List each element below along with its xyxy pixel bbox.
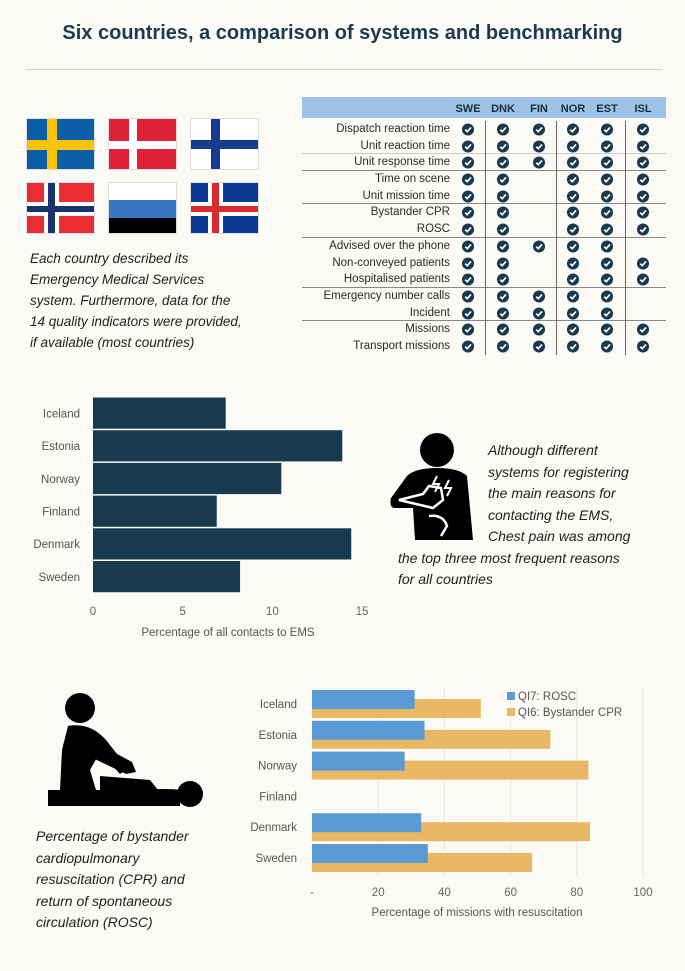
table-row [302, 154, 666, 171]
check-circle-icon [497, 223, 510, 236]
check-circle-icon [462, 140, 475, 153]
check-circle-icon [637, 273, 650, 286]
check-circle-icon [601, 307, 614, 320]
text-line: Chest pain was among [488, 528, 631, 544]
check-circle-icon [462, 223, 475, 236]
check-circle-icon [497, 190, 510, 203]
check-circle-icon [567, 340, 580, 353]
category-label: Finland [42, 506, 80, 519]
x-axis-label: Percentage of all contacts to EMS [141, 627, 315, 639]
category-label: Estonia [41, 441, 80, 454]
check-circle-icon [601, 273, 614, 286]
x-tick-label: 100 [633, 887, 653, 899]
check-circle-icon [462, 190, 475, 203]
bar-rosc-iceland [312, 690, 415, 709]
divider [26, 69, 662, 70]
column-divider [556, 121, 557, 355]
text-line: Emergency Medical Services [30, 272, 205, 287]
check-circle-icon [462, 240, 475, 253]
check-circle-icon [601, 223, 614, 236]
check-circle-icon [533, 323, 546, 336]
check-circle-icon [567, 290, 580, 303]
check-circle-icon [497, 307, 510, 320]
check-circle-icon [462, 173, 475, 186]
bar-denmark [93, 528, 351, 559]
table-row [302, 121, 666, 138]
check-circle-icon [533, 156, 546, 169]
check-circle-icon [497, 123, 510, 136]
check-circle-icon [601, 190, 614, 203]
check-circle-icon [462, 156, 475, 169]
table-row [302, 305, 666, 322]
text-line: the main reasons for [488, 485, 616, 501]
check-circle-icon [533, 340, 546, 353]
text-line: circulation (ROSC) [36, 914, 153, 930]
table-row [302, 271, 666, 288]
check-circle-icon [462, 323, 475, 336]
x-tick-label: 20 [371, 887, 385, 899]
column-header-swe: SWE [455, 103, 481, 115]
row-label: Hospitalised patients [343, 273, 450, 286]
x-tick-label: 10 [265, 606, 279, 618]
check-circle-icon [601, 290, 614, 303]
x-tick-label: 60 [504, 887, 517, 899]
bar-estonia [93, 430, 342, 461]
check-circle-icon [601, 173, 614, 186]
column-header-est: EST [596, 103, 618, 115]
table-row [302, 138, 666, 155]
category-label: Denmark [250, 822, 297, 835]
chest-pain-text [398, 440, 668, 591]
check-circle-icon [462, 273, 475, 286]
check-circle-icon [533, 307, 546, 320]
x-tick-label: - [310, 887, 314, 899]
column-divider [625, 121, 626, 355]
bar-rosc-sweden [312, 844, 428, 863]
check-circle-icon [601, 123, 614, 136]
check-circle-icon [567, 123, 580, 136]
text-line: for all countries [398, 571, 493, 587]
check-circle-icon [462, 123, 475, 136]
legend-swatch [507, 708, 515, 716]
x-tick-label: 15 [355, 606, 369, 618]
check-circle-icon [567, 257, 580, 270]
check-circle-icon [497, 240, 510, 253]
x-tick-label: 0 [89, 606, 97, 618]
table-row [302, 255, 666, 272]
check-circle-icon [533, 140, 546, 153]
check-circle-icon [462, 257, 475, 270]
check-circle-icon [637, 190, 650, 203]
check-circle-icon [567, 240, 580, 253]
bar-rosc-estonia [312, 721, 425, 740]
text-line: resuscitation (CPR) and [36, 871, 185, 887]
chest-pain-bar-chart [0, 380, 380, 650]
column-header-dnk: DNK [491, 103, 515, 115]
check-circle-icon [601, 140, 614, 153]
row-label: Non-conveyed patients [332, 256, 450, 269]
check-circle-icon [497, 140, 510, 153]
check-circle-icon [462, 206, 475, 219]
legend-label: QI7: ROSC [518, 691, 577, 703]
column-header-fin: FIN [530, 103, 548, 115]
row-label: Unit response time [354, 156, 450, 169]
text-line: Each country described its [30, 251, 189, 266]
category-label: Estonia [258, 729, 297, 742]
check-circle-icon [567, 140, 580, 153]
category-label: Norway [258, 760, 297, 773]
category-label: Sweden [38, 571, 80, 584]
row-label: Bystander CPR [370, 206, 450, 219]
check-circle-icon [497, 206, 510, 219]
category-label: Denmark [33, 539, 80, 552]
check-circle-icon [497, 173, 510, 186]
category-label: Norway [41, 473, 80, 486]
flag-estonia [108, 182, 177, 234]
category-label: Iceland [42, 408, 80, 421]
row-label: Transport missions [353, 339, 450, 352]
text-line: system. Furthermore, data for the [30, 293, 231, 308]
x-axis-label: Percentage of missions with resuscitation [371, 907, 583, 919]
flag-norway [26, 182, 95, 234]
table-row [302, 288, 666, 305]
check-circle-icon [567, 173, 580, 186]
legend-label: QI6: Bystander CPR [518, 707, 623, 719]
row-label: Advised over the phone [329, 239, 450, 252]
text-line: Percentage of bystander [36, 828, 189, 844]
check-circle-icon [497, 290, 510, 303]
check-circle-icon [601, 257, 614, 270]
check-circle-icon [601, 156, 614, 169]
check-circle-icon [637, 156, 650, 169]
row-label: Unit reaction time [360, 139, 450, 152]
category-label: Finland [259, 791, 297, 804]
bar-finland [93, 496, 217, 527]
cpr-person-icon [40, 690, 205, 815]
bar-iceland [93, 398, 226, 429]
check-circle-icon [637, 323, 650, 336]
check-circle-icon [637, 140, 650, 153]
text-line: the top three most frequent reasons [398, 549, 620, 566]
check-circle-icon [567, 156, 580, 169]
check-circle-icon [567, 206, 580, 219]
check-circle-icon [637, 173, 650, 186]
x-tick-label: 5 [179, 606, 186, 618]
row-label: Incident [409, 306, 450, 319]
flag-sweden [26, 118, 95, 170]
check-circle-icon [462, 307, 475, 320]
check-circle-icon [637, 206, 650, 219]
bar-rosc-denmark [312, 813, 421, 832]
table-row [302, 171, 666, 188]
check-circle-icon [601, 323, 614, 336]
x-tick-label: 80 [570, 887, 584, 899]
column-divider [485, 121, 486, 355]
table-row [302, 238, 666, 255]
check-circle-icon [637, 223, 650, 236]
text-line: if available (most countries) [30, 335, 195, 350]
check-circle-icon [497, 156, 510, 169]
table-row [302, 321, 666, 338]
check-circle-icon [533, 123, 546, 136]
column-header-isl: ISL [634, 103, 652, 115]
check-circle-icon [497, 257, 510, 270]
intro-text [30, 248, 242, 353]
category-label: Sweden [255, 853, 297, 865]
text-line: 14 quality indicators were provided, [30, 314, 242, 329]
legend-swatch [507, 692, 515, 700]
text-line: contacting the EMS, [488, 506, 614, 523]
table-header [302, 97, 666, 118]
category-label: Iceland [259, 699, 297, 711]
x-tick-label: 40 [438, 887, 451, 899]
check-circle-icon [567, 273, 580, 286]
table-row [302, 204, 666, 221]
check-circle-icon [601, 206, 614, 219]
text-line: Although different [488, 442, 598, 458]
check-circle-icon [533, 290, 546, 303]
check-circle-icon [637, 340, 650, 353]
check-circle-icon [462, 340, 475, 353]
column-header-nor: NOR [560, 103, 586, 115]
bar-sweden [93, 561, 240, 592]
indicator-table [302, 97, 666, 355]
page-title: Six countries, a comparison of systems and benchmarking [62, 22, 623, 44]
flag-finland [190, 118, 259, 170]
table-row [302, 188, 666, 205]
cpr-text [36, 826, 189, 934]
text-line: systems for registering [488, 463, 629, 480]
check-circle-icon [497, 273, 510, 286]
row-label: Emergency number calls [323, 289, 450, 302]
check-circle-icon [637, 123, 650, 136]
flag-iceland [190, 182, 259, 234]
row-label: Unit mission time [362, 189, 450, 202]
check-circle-icon [497, 323, 510, 336]
text-line: cardiopulmonary [36, 849, 140, 866]
row-label: ROSC [416, 223, 450, 236]
check-circle-icon [497, 340, 510, 353]
check-circle-icon [567, 190, 580, 203]
check-circle-icon [533, 240, 546, 253]
table-row [302, 338, 666, 355]
check-circle-icon [601, 340, 614, 353]
bar-norway [93, 463, 281, 494]
row-label: Dispatch reaction time [336, 123, 450, 135]
check-circle-icon [567, 323, 580, 336]
table-row [302, 221, 666, 238]
check-circle-icon [601, 240, 614, 253]
check-circle-icon [567, 223, 580, 236]
resuscitation-bar-chart [220, 680, 670, 925]
row-label: Time on scene [375, 173, 450, 186]
row-label: Missions [405, 323, 450, 336]
check-circle-icon [462, 290, 475, 303]
check-circle-icon [567, 307, 580, 320]
bar-rosc-norway [312, 752, 405, 771]
text-line: return of spontaneous [36, 892, 173, 909]
flag-denmark [108, 118, 177, 170]
check-circle-icon [637, 257, 650, 270]
